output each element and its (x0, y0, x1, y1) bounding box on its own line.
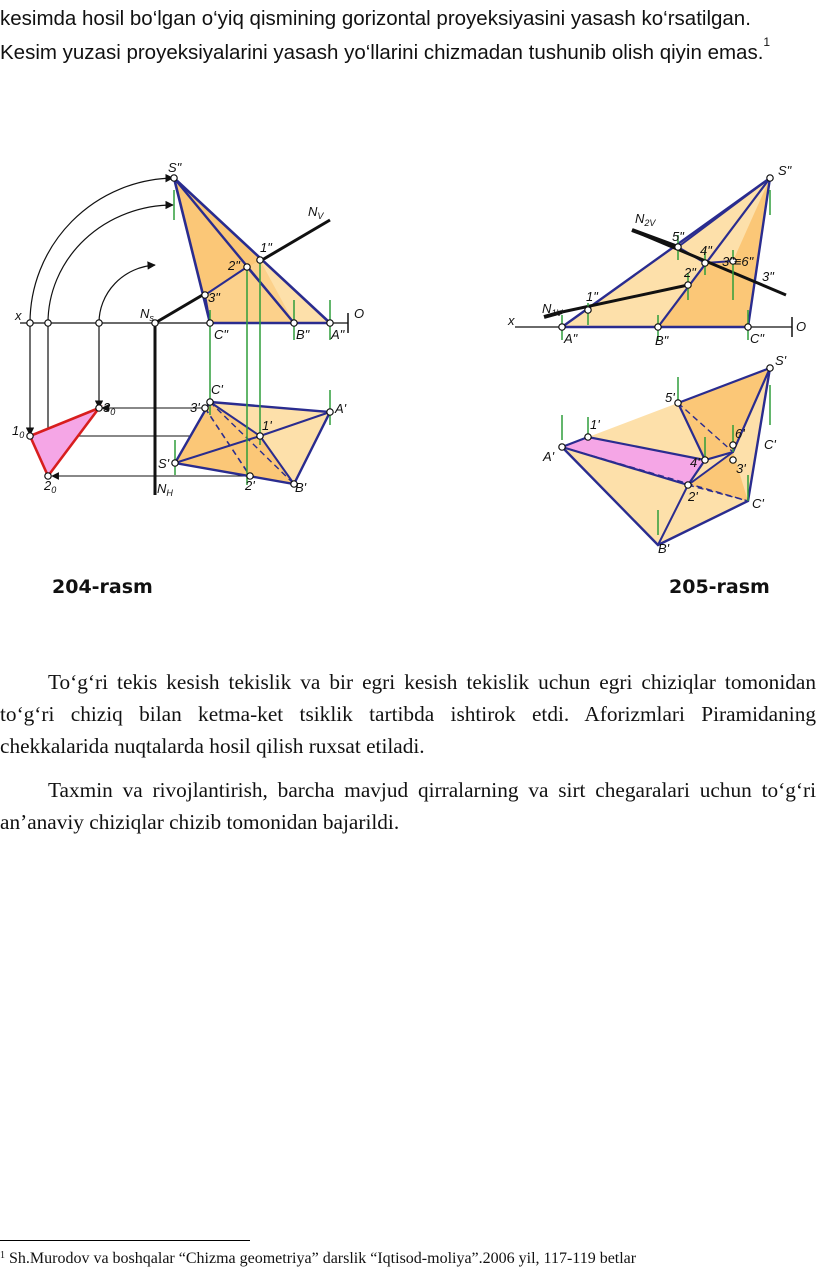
label-o: O (354, 306, 365, 321)
label-nv: $N_V$ (308, 204, 324, 221)
label-a-top: A' (335, 401, 347, 416)
footnote-text: Sh.Murodov va boshqalar “Chizma geometriya” darslik “Iqtisod-moliya”.2006 yil, 117-119 betlar (9, 1250, 637, 1267)
label-b-front: B" (296, 327, 310, 342)
figure-204 (0, 150, 380, 510)
footnote (0, 1250, 636, 1268)
label-x: x (508, 313, 515, 328)
label-2-front: 2" (228, 258, 240, 273)
label-1-top: 1' (590, 417, 600, 432)
paragraph-2: Taxmin va rivojlantirish, barcha mavjud qirralarning va sirt chegaralari uchun to‘g‘ri an’anaviy chiziqlar chizib tomonidan bajarildi. (0, 778, 816, 834)
label-a-front: A" (564, 331, 578, 346)
figure-205 (500, 155, 816, 560)
label-s-top: S' (158, 456, 170, 471)
label-ns: $N_s$ (140, 306, 154, 323)
label-4-top: 4' (690, 455, 700, 470)
footnote-reference: 1 (763, 35, 771, 49)
body-text (0, 666, 816, 850)
label-1-0: $1_0$ (12, 423, 25, 440)
label-2-top: 2' (688, 489, 698, 504)
label-c-front: C" (214, 327, 229, 342)
label-2-0: $2_0$ (44, 478, 57, 495)
label-b-top: B' (295, 480, 307, 495)
label-36-front: 3"≡6" (722, 254, 754, 269)
label-c-top: C' (764, 437, 776, 452)
label-3-top: 3' (736, 461, 746, 476)
label-nh: $N_H$ (157, 481, 173, 498)
label-s2: S" (168, 160, 182, 175)
label-b-top: B' (658, 541, 670, 556)
label-n1v: $N_{1V}$ (542, 301, 563, 318)
label-c-top-2: C' (752, 496, 764, 511)
label-a-front: A" (331, 327, 345, 342)
label-b-front: B" (655, 333, 669, 348)
label-a-top: A' (543, 449, 555, 464)
label-3-front: 3" (208, 290, 220, 305)
label-4-front: 4" (700, 243, 712, 258)
label-3-front: 3" (762, 269, 774, 284)
label-x: x (15, 308, 22, 323)
caption-204: 204-rasm (52, 576, 153, 598)
intro-paragraph (0, 2, 800, 70)
label-6-top: 6' (735, 426, 745, 441)
label-2-top: 2' (245, 478, 255, 493)
label-o: O (796, 319, 807, 334)
label-c-front: C" (750, 331, 765, 346)
label-1-front: 1" (260, 240, 272, 255)
paragraph-1: To‘g‘ri tekis kesish tekislik va bir egri kesish tekislik uchun egri chiziqlar tomonidan to‘g‘ri chiziq bilan ketma-ket tsiklik tartibda ishtirok etdi. Aforizmlari Piramidaning chekkalarida nuqtalarda hosil qilish ruxsat etiladi. (0, 670, 816, 758)
footnote-mark: 1 (0, 1250, 5, 1261)
caption-205: 205-rasm (669, 576, 770, 598)
label-c-top: C' (211, 382, 223, 397)
label-1-front: 1" (586, 289, 598, 304)
label-5-front: 5" (672, 229, 684, 244)
intro-text: kesimda hosil bo‘lgan o‘yiq qismining gorizontal proyeksiyasini yasash ko‘rsatilgan. Kesim yuzasi proyeksiyalarini yasash yo‘llarini chizmadan tushunib olish qiyin emas. (0, 7, 764, 64)
footnote-divider (0, 1240, 250, 1241)
label-s2: S" (778, 163, 792, 178)
label-1-top: 1' (262, 418, 272, 433)
label-n2v: $N_{2V}$ (635, 211, 656, 228)
label-5-top: 5' (665, 390, 675, 405)
label-s-top: S' (775, 353, 787, 368)
label-2-front: 2" (684, 265, 696, 280)
label-3-top: 3' (190, 400, 200, 415)
label-3-0: $3_0$ (103, 400, 116, 417)
